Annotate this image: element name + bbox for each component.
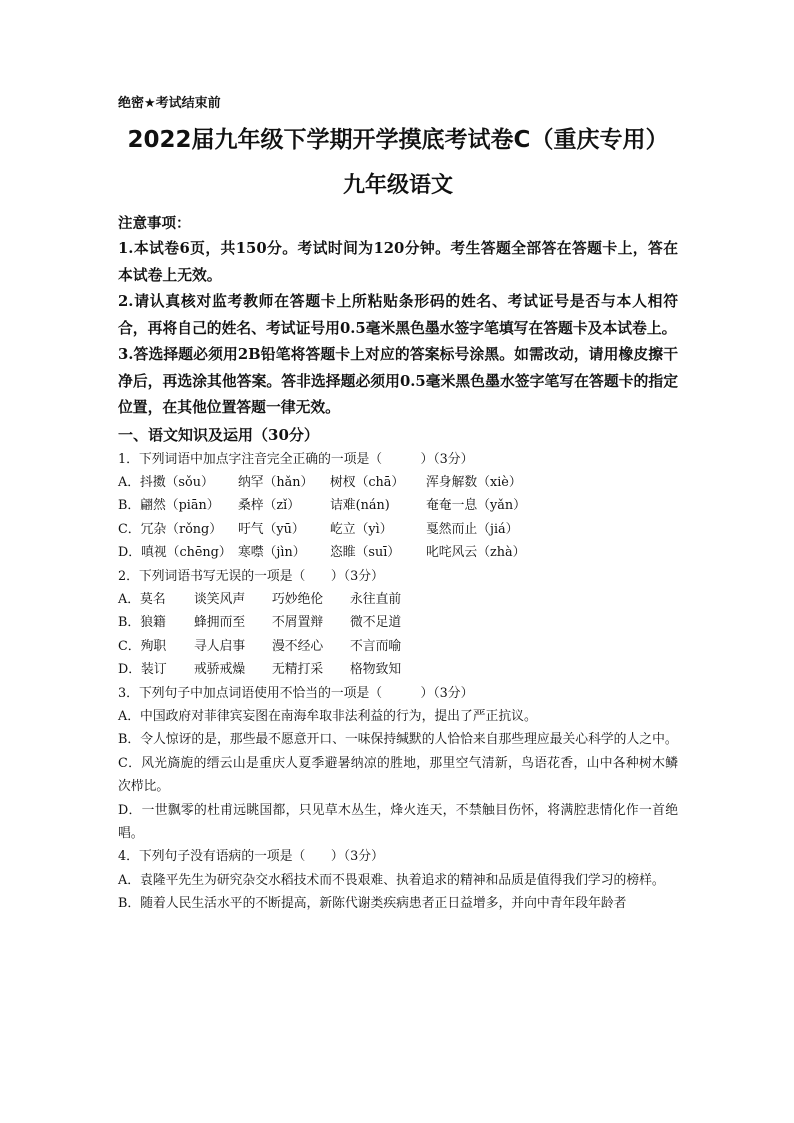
option-row-a	[118, 588, 678, 611]
option-cell: 诘难(nán)	[330, 498, 390, 514]
option-cell: 戛然而止（jiá）	[426, 521, 519, 537]
option-cell: 微不足道	[350, 615, 402, 631]
question-2	[118, 565, 678, 682]
option-row-a	[118, 471, 678, 494]
option-a: A．袁隆平先生为研究杂交水稻技术而不畏艰难、执着追求的精神和品质是值得我们学习的榜样。	[118, 872, 665, 888]
option-cell: 戒骄戒燥	[194, 662, 246, 678]
question-3	[118, 682, 678, 846]
option-cell: 恣睢（suī）	[330, 545, 401, 561]
option-cell: 树杈（chā）	[330, 474, 405, 490]
option-cell: 叱咤风云（zhà）	[426, 545, 526, 561]
option-d: D．一世飘零的杜甫远眺国都，只见草木丛生，烽火连天，不禁触目伤怀，将满腔悲情化作一首绝唱。	[118, 802, 678, 841]
notice-item-3: 3.答选择题必须用2B铅笔将答题卡上对应的答案标号涂黑。如需改动，请用橡皮擦干净后，再选涂其他答案。答非选择题必须用0.5毫米黑色墨水签字笔写在答题卡的指定位置，在其他位置答题一律无效。	[118, 346, 678, 416]
option-cell: B．翩然（piān）	[118, 498, 220, 514]
option-cell: A．莫名	[118, 591, 166, 607]
notice-heading: 注意事项：	[118, 215, 191, 232]
option-cell: 永往直前	[350, 591, 402, 607]
option-cell: 蜂拥而至	[194, 615, 246, 631]
option-row-b	[118, 494, 678, 517]
option-row-c	[118, 518, 678, 541]
notice-item-2: 2.请认真核对监考教师在答题卡上所粘贴条形码的姓名、考试证号是否与本人相符合，再将自己的姓名、考试证号用0.5毫米黑色墨水签字笔填写在答题卡及本试卷上。	[118, 293, 678, 337]
option-c: C．风光旖旎的缙云山是重庆人夏季避暑纳凉的胜地，那里空气清新，鸟语花香，山中各种树木鳞次栉比。	[118, 755, 678, 795]
exam-page	[118, 96, 678, 916]
option-a: A．中国政府对菲律宾妄图在南海牟取非法利益的行为，提出了严正抗议。	[118, 708, 537, 724]
option-b: B．令人惊讶的是，那些最不愿意开口、一味保持缄默的人恰恰来自那些理应最关心科学的人之中。	[118, 732, 678, 748]
option-cell: 寒噤（jìn）	[238, 545, 306, 561]
option-cell: 吁气（yū）	[238, 521, 305, 537]
section-heading: 一、语文知识及运用（30分）	[118, 425, 319, 444]
confidential-mark: 绝密★考试结束前	[118, 96, 221, 111]
option-cell: 寻人启事	[194, 638, 246, 654]
option-cell: 无精打采	[272, 662, 324, 678]
question-stem: 4．下列句子没有语病的一项是（ ）（3分）	[118, 849, 384, 865]
option-cell: C．殉职	[118, 638, 167, 654]
option-cell: D．装订	[118, 662, 167, 678]
exam-subject: 九年级语文	[342, 173, 453, 198]
option-cell: 桑梓（zǐ）	[238, 498, 301, 514]
option-cell: 格物致知	[350, 662, 402, 678]
option-cell: 谈笑风声	[194, 591, 246, 607]
option-cell: 屹立（yì）	[330, 521, 393, 537]
option-cell: D．嗔视（chēng）	[118, 545, 232, 561]
option-b: B．随着人民生活水平的不断提高，新陈代谢类疾病患者正日益增多，并向中青年段年龄者	[118, 896, 627, 912]
option-cell: A．抖擞（sǒu）	[118, 474, 214, 490]
exam-title: 2022届九年级下学期开学摸底考试卷C（重庆专用）	[127, 127, 669, 153]
option-cell: 漫不经心	[272, 638, 324, 654]
option-row-d	[118, 658, 678, 681]
notice-block	[118, 212, 678, 422]
option-cell: C．冗杂（rǒng）	[118, 521, 223, 537]
option-cell: 奄奄一息（yǎn）	[426, 498, 526, 514]
question-1	[118, 448, 678, 565]
option-cell: 巧妙绝伦	[272, 591, 324, 607]
option-row-d	[118, 541, 678, 564]
option-cell: 纳罕（hǎn）	[238, 474, 314, 490]
question-stem: 3．下列句子中加点词语使用不恰当的一项是（ ）（3分）	[118, 685, 474, 701]
notice-item-1: 1.本试卷6页，共150分。考试时间为120分钟。考生答题全部答在答题卡上，答在本试卷上无效。	[118, 240, 678, 284]
option-cell: B．狼籍	[118, 615, 166, 631]
option-cell: 浑身解数（xiè）	[426, 474, 522, 490]
question-4	[118, 845, 678, 915]
option-cell: 不言而喻	[350, 638, 402, 654]
option-row-b	[118, 611, 678, 634]
option-row-c	[118, 635, 678, 658]
option-cell: 不屑置辩	[272, 615, 324, 631]
question-stem: 2．下列词语书写无误的一项是（ ）（3分）	[118, 568, 384, 584]
question-stem: 1．下列词语中加点字注音完全正确的一项是（ ）（3分）	[118, 451, 474, 467]
